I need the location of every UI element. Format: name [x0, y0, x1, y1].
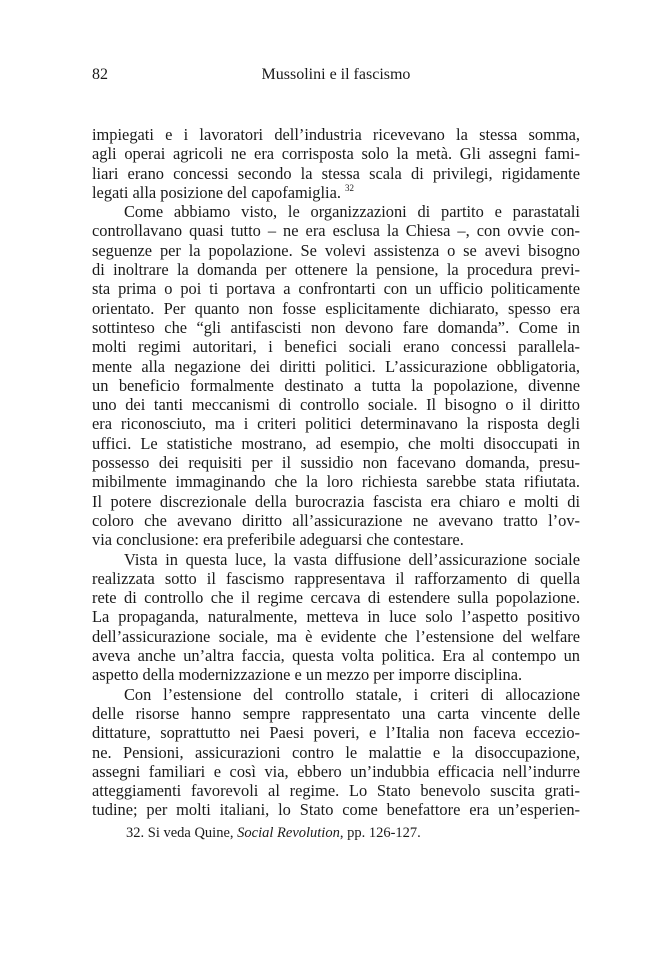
text-line-content: mente alla negazione dei diritti politici. L’assicurazione obbligatoria, — [92, 356, 580, 376]
text-line — [92, 318, 580, 337]
text-line — [92, 685, 580, 704]
text-line — [92, 800, 580, 819]
page-header — [92, 66, 580, 86]
text-line — [92, 646, 580, 665]
text-line-content: tudine; per molti italiani, lo Stato come benefattore era un’esperien- — [92, 800, 580, 820]
text-line — [92, 260, 580, 279]
text-line — [92, 607, 580, 626]
text-line-content: impiegati e i lavoratori dell’industria ricevevano la stessa somma, — [92, 125, 580, 144]
text-line-content: Il potere discrezionale della burocrazia fascista era chiaro e molti di — [92, 491, 580, 511]
text-line — [92, 434, 580, 453]
text-line-content: controllavano quasi tutto – ne era esclusa la Chiesa –, con ovvie con- — [92, 221, 580, 241]
text-line — [92, 221, 580, 240]
text-line-content: legati alla posizione del capofamiglia. — [92, 182, 341, 202]
text-line-content: Con l’estensione del controllo statale, i criteri di allocazione — [124, 684, 580, 704]
text-line — [92, 376, 580, 395]
footnote-prefix: 32. Si veda Quine, — [126, 825, 238, 841]
text-line — [92, 762, 580, 781]
footnote-reference[interactable]: 32 — [344, 183, 354, 194]
text-line-content: realizzata sotto il fascismo rappresentava il rafforzamento di quella — [92, 568, 580, 588]
text-line-content: sottinteso che “gli antifascisti non devono fare domanda”. Come in — [92, 317, 580, 337]
text-line-content: dell’assicurazione sociale, ma è evidente che l’estensione del welfare — [92, 626, 580, 646]
running-title: Mussolini e il fascismo — [261, 66, 411, 83]
text-line — [92, 511, 580, 530]
text-line — [92, 279, 580, 298]
text-line — [92, 550, 580, 569]
text-line-content: un beneficio formalmente destinato a tutta la popolazione, divenne — [92, 375, 580, 395]
text-line-content: seguenze per la popolazione. Se volevi assistenza o se avevi bisogno — [92, 240, 580, 260]
text-line-content: rete di controllo che il regime cercava di estendere sulla popolazione. — [92, 588, 580, 608]
body-text — [92, 125, 580, 820]
text-line-content: delle risorse hanno sempre rappresentato una carta vincente delle — [92, 703, 580, 723]
text-line-content: dittature, soprattutto nei Paesi poveri, e l’Italia non faceva eccezio- — [92, 723, 580, 743]
text-line-content: sta prima o poi ti portava a confrontarti con un ufficio politicamente — [92, 279, 580, 299]
text-line-content: coloro che avevano diritto all’assicurazione ne avevano tratto l’ov- — [92, 510, 580, 530]
text-line-content: di inoltrare la domanda per ottenere la pensione, la procedura previ- — [92, 260, 580, 280]
text-line-content: ne. Pensioni, assicurazioni contro le malattie e la disoccupazione, — [92, 742, 580, 762]
text-line-content: assegni familiari e così via, ebbero un’indubbia efficacia nell’indurre — [92, 761, 580, 781]
text-line-content: molti regimi autoritari, i benefici sociali erano concessi parallela- — [92, 337, 580, 357]
text-line-content: Come abbiamo visto, le organizzazioni di partito e parastatali — [124, 202, 580, 222]
text-line-content: mibilmente immaginando che la loro richiesta sarebbe stata rifiutata. — [92, 472, 580, 492]
text-line-content: aveva anche un’altra faccia, questa volta politica. Era al contempo un — [92, 646, 580, 666]
text-line — [92, 164, 580, 183]
text-line — [92, 472, 580, 491]
text-line — [92, 125, 580, 144]
text-line — [92, 492, 580, 511]
text-line-content: liari erano concessi secondo la stessa scala di privilegi, rigidamente — [92, 163, 580, 183]
text-line — [92, 241, 580, 260]
footnote — [126, 825, 421, 842]
text-line — [92, 357, 580, 376]
page-number: 82 — [92, 66, 108, 83]
text-line — [92, 453, 580, 472]
text-line — [92, 337, 580, 356]
text-line-content: La propaganda, naturalmente, metteva in luce solo l’aspetto positivo — [92, 607, 580, 627]
text-line — [92, 183, 580, 202]
text-line-content: era riconosciuto, ma i criteri politici determinavano la risposta degli — [92, 414, 580, 434]
text-line — [92, 588, 580, 607]
text-line — [92, 299, 580, 318]
footnote-suffix: , pp. 126-127. — [339, 825, 421, 841]
text-line — [92, 569, 580, 588]
text-line — [92, 704, 580, 723]
text-line-content: atteggiamenti favorevoli al regime. Lo Stato benevolo suscita grati- — [92, 781, 580, 801]
text-line-content: orientato. Per quanto non fosse esplicitamente dichiarato, spesso era — [92, 298, 580, 318]
text-line — [92, 665, 580, 684]
text-line-content: via conclusione: era preferibile adeguarsi che contestare. — [92, 530, 464, 550]
text-line — [92, 627, 580, 646]
text-line-content: uno dei tanti meccanismi di controllo sociale. Il bisogno o il diritto — [92, 395, 580, 415]
footnote-title: Social Revolution — [237, 825, 340, 841]
text-line — [92, 202, 580, 221]
text-line — [92, 743, 580, 762]
text-line — [92, 414, 580, 433]
text-line — [92, 723, 580, 742]
text-line-content: possesso dei requisiti per il sussidio non facevano domanda, presu- — [92, 453, 580, 473]
text-line-content: Vista in questa luce, la vasta diffusione dell’assicurazione sociale — [124, 549, 580, 569]
text-line-content: agli operai agricoli ne era corrisposta solo la metà. Gli assegni fami- — [92, 144, 580, 164]
text-line — [92, 144, 580, 163]
text-line-content: uffici. Le statistiche mostrano, ad esempio, che molti disoccupati in — [92, 433, 580, 453]
text-line-content: aspetto della modernizzazione e un mezzo per imporre disciplina. — [92, 665, 523, 685]
text-line — [92, 530, 580, 549]
text-line — [92, 781, 580, 800]
text-line — [92, 395, 580, 414]
